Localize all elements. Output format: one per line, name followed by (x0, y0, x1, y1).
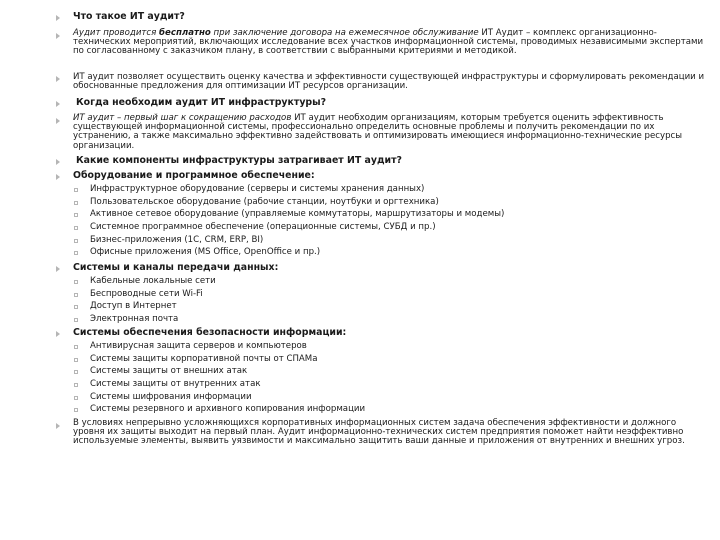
list-item: Системы шифрования информации (90, 392, 252, 402)
bullet-arrow-icon (56, 33, 60, 39)
bullet-arrow-icon (56, 101, 60, 107)
list-bullet-icon (74, 318, 78, 322)
bullet-arrow-icon (56, 159, 60, 165)
list-bullet-icon (74, 396, 78, 400)
list-bullet-icon (74, 358, 78, 362)
bullet-arrow-icon (56, 118, 60, 124)
free-audit-highlight: бесплатно (159, 28, 211, 38)
first-step-lead: ИТ аудит – первый шаг к сокращению расходов (73, 113, 292, 123)
audit-definition-text: ИТ Аудит – комплекс организационно-технических мероприятий, включающих исследование всех участков информационной системы, проводимых независимыми экспертами по согласованному с заказчиком плану, в соответствии с выбранными критериями и методикой. (73, 28, 704, 57)
list-bullet-icon (74, 226, 78, 230)
paragraph-audit-purpose: ИТ аудит позволяет осуществить оценку качества и эффективности существующей инфраструктуры и сформулировать рекомендации и обоснованные предложения для оптимизации ИТ ресурсов организации. (73, 72, 705, 92)
question-what-is-it-audit: Что такое ИТ аудит? (73, 11, 185, 22)
paragraph-conclusion: В условиях непрерывно усложняющихся корпоративных информационных систем задача обеспечения эффективности и должного уровня их защиты выходит на первый план. Аудит информационно-технических систем предприятия поможет найти неэффективно используемые элементы, выявить уязвимости и максимально защитить ваши данные и приложения от внутренних и внешних угроз. (73, 418, 685, 447)
list-item: Доступ в Интернет (90, 301, 177, 311)
list-item: Бизнес-приложения (1С, CRM, ERP, BI) (90, 235, 264, 245)
bullet-arrow-icon (56, 15, 60, 21)
free-audit-note: Аудит проводится (73, 28, 160, 38)
list-bullet-icon (74, 370, 78, 374)
list-item: Электронная почта (90, 314, 179, 324)
list-item: Активное сетевое оборудование (управляемые коммутаторы, маршрутизаторы и модемы) (90, 209, 505, 219)
list-item: Офисные приложения (MS Office, OpenOffice и пр.) (90, 247, 321, 257)
list-item: Инфраструктурное оборудование (серверы и системы хранения данных) (90, 184, 425, 194)
list-bullet-icon (74, 305, 78, 309)
section-data-channels: Системы и каналы передачи данных: (73, 262, 279, 273)
list-item: Системы защиты от внутренних атак (90, 379, 261, 389)
question-components: Какие компоненты инфраструктуры затрагивает ИТ аудит? (76, 155, 402, 166)
list-bullet-icon (74, 345, 78, 349)
list-item: Кабельные локальные сети (90, 276, 216, 286)
list-bullet-icon (74, 213, 78, 217)
bullet-arrow-icon (56, 331, 60, 337)
paragraph-audit-definition (73, 29, 705, 57)
free-audit-condition: при заключение договора на ежемесячное обслуживание (210, 28, 479, 38)
bullet-arrow-icon (56, 76, 60, 82)
list-bullet-icon (74, 383, 78, 387)
list-bullet-icon (74, 201, 78, 205)
bullet-arrow-icon (56, 423, 60, 429)
list-item: Системы резервного и архивного копирования информации (90, 404, 366, 414)
question-when-needed: Когда необходим аудит ИТ инфраструктуры? (76, 97, 327, 108)
bullet-arrow-icon (56, 174, 60, 180)
list-bullet-icon (74, 408, 78, 412)
when-needed-text: ИТ аудит необходим организациям, которым требуется оценить эффективность существующей информационной системы, профессионально определить основные проблемы и получить рекомендации по их устранению, а также максимально эффективно задействовать и оптимизировать имеющиеся информационно-технические ресурсы организации. (73, 113, 683, 151)
list-item: Системы защиты корпоративной почты от СПАМа (90, 354, 318, 364)
list-item: Беспроводные сети Wi-Fi (90, 289, 203, 299)
list-bullet-icon (74, 293, 78, 297)
list-bullet-icon (74, 188, 78, 192)
section-security-systems: Системы обеспечения безопасности информации: (73, 327, 347, 338)
list-bullet-icon (74, 239, 78, 243)
list-item: Системное программное обеспечение (операционные системы, СУБД и пр.) (90, 222, 436, 232)
list-bullet-icon (74, 280, 78, 284)
list-bullet-icon (74, 251, 78, 255)
list-item: Пользовательское оборудование (рабочие станции, ноутбуки и оргтехника) (90, 197, 439, 207)
list-item: Антивирусная защита серверов и компьютеров (90, 341, 307, 351)
list-item: Системы защиты от внешних атак (90, 366, 248, 376)
paragraph-when-needed (73, 114, 705, 151)
bullet-arrow-icon (56, 266, 60, 272)
section-hardware-software: Оборудование и программное обеспечение: (73, 170, 315, 181)
